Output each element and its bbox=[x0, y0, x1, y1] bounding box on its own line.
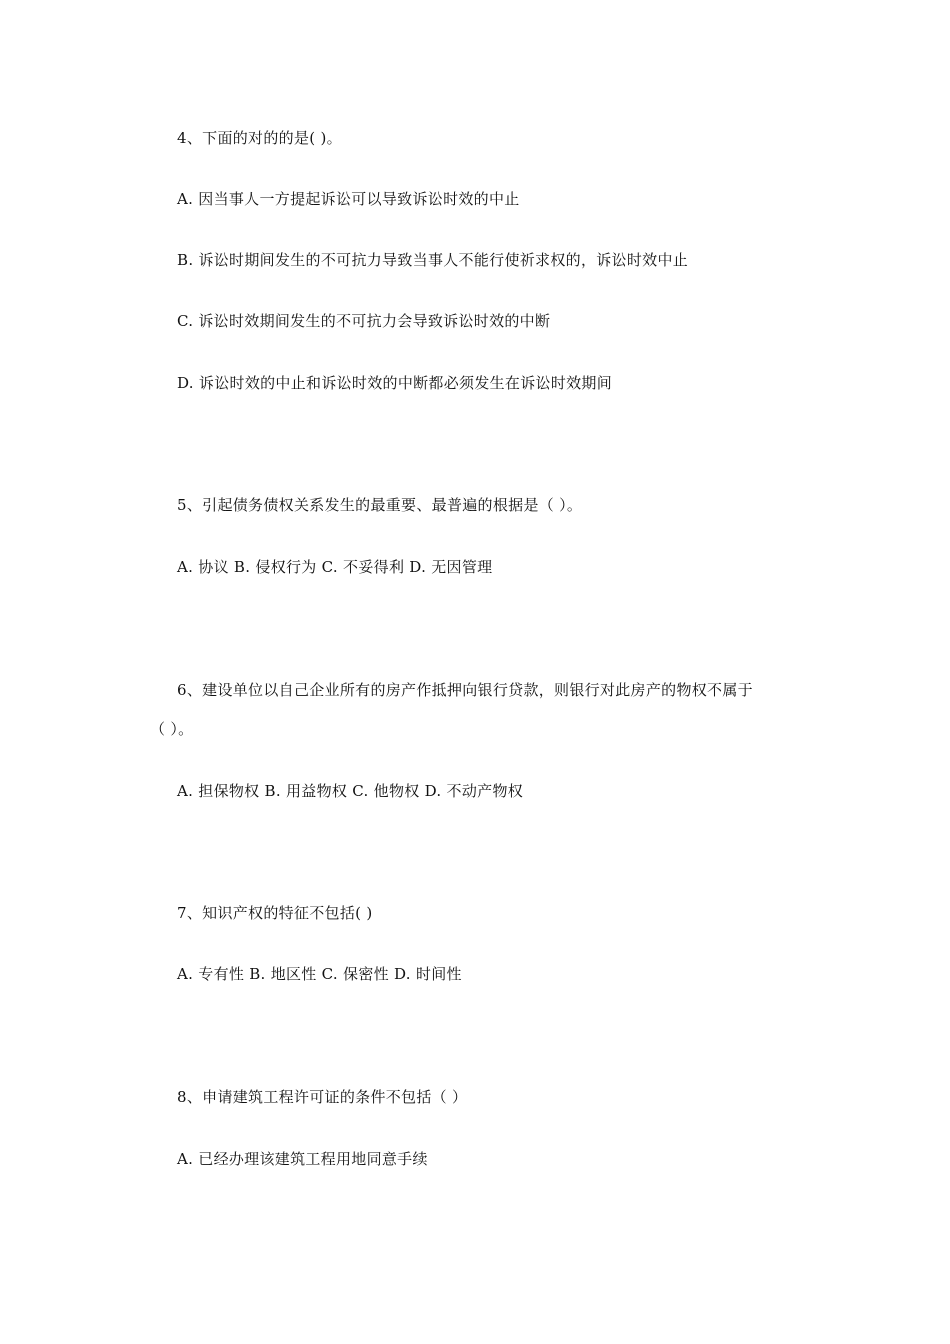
question-6-stem-continued: （ ）。 bbox=[150, 720, 194, 738]
question-6-options: A. 担保物权 B. 用益物权 C. 他物权 D. 不动产物权 bbox=[177, 782, 524, 800]
question-5-options: A. 协议 B. 侵权行为 C. 不妥得利 D. 无因管理 bbox=[177, 558, 493, 576]
question-6-stem: 6、建设单位以自己企业所有的房产作抵押向银行贷款，则银行对此房产的物权不属于 bbox=[177, 681, 753, 699]
question-8-stem: 8、申请建筑工程许可证的条件不包括（ ） bbox=[177, 1088, 468, 1106]
question-4-option-c: C. 诉讼时效期间发生的不可抗力会导致诉讼时效的中断 bbox=[177, 312, 551, 330]
question-7-options: A. 专有性 B. 地区性 C. 保密性 D. 时间性 bbox=[177, 965, 462, 983]
question-8-option-a: A. 已经办理该建筑工程用地同意手续 bbox=[177, 1150, 428, 1168]
question-5-stem: 5、引起债务债权关系发生的最重要、最普遍的根据是（ ）。 bbox=[177, 496, 583, 514]
question-4-option-b: B. 诉讼时期间发生的不可抗力导致当事人不能行使祈求权的，诉讼时效中止 bbox=[177, 251, 689, 269]
question-4-option-a: A. 因当事人一方提起诉讼可以导致诉讼时效的中止 bbox=[177, 190, 520, 208]
question-4-stem: 4、下面的对的的是( )。 bbox=[177, 129, 342, 147]
question-7-stem: 7、知识产权的特征不包括( ) bbox=[177, 904, 373, 922]
question-4-option-d: D. 诉讼时效的中止和诉讼时效的中断都必须发生在诉讼时效期间 bbox=[177, 374, 613, 392]
